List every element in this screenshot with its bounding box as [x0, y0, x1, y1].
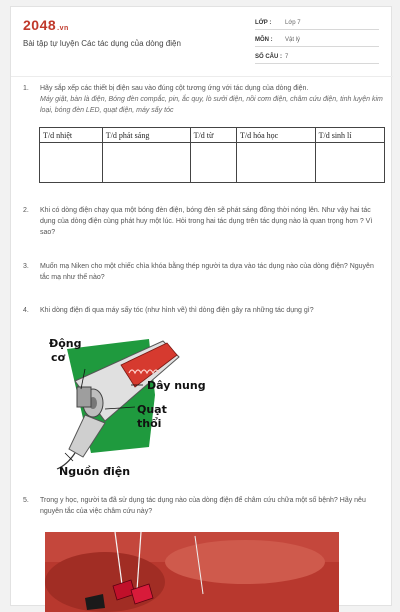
question-text: Trong y học, người ta đã sử dụng tác dụng nào của dòng điện để châm cứu chữa một số bệnh? Hãy nêu nguyên tắc của việc châm cứu này?	[40, 497, 366, 515]
worksheet-page	[10, 6, 392, 606]
meta-subject-row	[255, 34, 379, 47]
meta-class-value: Lớp 7	[285, 20, 301, 26]
label-nguon-dien: Nguồn điện	[59, 465, 131, 478]
question-number: 2.	[23, 207, 29, 214]
question-1	[23, 83, 383, 116]
table-cell	[190, 143, 236, 183]
table-header-row	[40, 128, 385, 143]
question-number: 3.	[23, 263, 29, 270]
column-header: T/d phát sáng	[102, 128, 190, 143]
meta-class-key: LỚP :	[255, 20, 272, 26]
question-text: Khi có dòng điện chạy qua một bóng đèn điện, bóng đèn sẽ phát sáng đồng thời nóng lên. Như vậy hai tác dụng của dòng điện cùng phát huy một lúc. Hỏi trong hai tác dụng trên tác dụng nào là quan trọng hơn ? Vì sao?	[40, 207, 373, 236]
question-number: 5.	[23, 497, 29, 504]
label-co: cơ	[51, 351, 66, 364]
acupuncture-photo	[45, 532, 339, 612]
column-header: T/d hóa học	[237, 128, 316, 143]
table-cell	[40, 143, 103, 183]
logo-suffix: .vn	[57, 25, 69, 32]
page-title: Bài tập tự luyện Các tác dụng của dòng điện	[23, 39, 181, 48]
column-header: T/d sinh lí	[315, 128, 384, 143]
question-text: Hãy sắp xếp các thiết bị điện sau vào đúng cột tương ứng với tác dụng của dòng điện.	[40, 85, 309, 92]
meta-class-row	[255, 17, 379, 30]
column-header: T/d nhiệt	[40, 128, 103, 143]
label-dong: Động	[49, 337, 82, 350]
worksheet-header	[11, 7, 393, 77]
question-text: Khi dòng điện đi qua máy sấy tóc (như hình vẽ) thì dòng điện gây ra những tác dụng gì?	[40, 307, 314, 314]
classification-table	[39, 127, 385, 183]
table-cell	[237, 143, 316, 183]
table-cell	[315, 143, 384, 183]
question-text: Muốn mạ Niken cho một chiếc chìa khóa bằng thép người ta dựa vào tác dụng nào của dòng điện? Nguyên tắc mạ như thế nào?	[40, 263, 374, 281]
hair-dryer-figure	[45, 335, 206, 481]
meta-count-row	[255, 51, 379, 64]
label-day-nung: Dây nung	[147, 379, 206, 392]
meta-subject-key: MÔN :	[255, 37, 273, 43]
question-4	[23, 305, 383, 316]
question-2	[23, 205, 383, 238]
meta-count-value: 7	[285, 54, 289, 60]
logo-text: 2048	[23, 17, 57, 33]
question-number: 4.	[23, 307, 29, 314]
table-cell	[102, 143, 190, 183]
site-logo[interactable]	[23, 17, 69, 33]
label-quat: Quạt	[137, 403, 167, 416]
meta-count-key: SỐ CÂU :	[255, 54, 282, 60]
table-row	[40, 143, 385, 183]
meta-subject-value: Vật lý	[285, 37, 301, 43]
question-5	[23, 495, 383, 517]
label-thoi: thổi	[137, 417, 162, 430]
question-hint: Máy giặt, bàn là điện, Bóng đèn compắc, pin, ắc quy, lò sưởi điện, nồi cơm điện, châm cứu điện, tinh luyện kim loại, bóng đèn LED, quạt điện, máy sấy tóc	[40, 96, 383, 114]
question-3	[23, 261, 383, 283]
column-header: T/d từ	[190, 128, 236, 143]
question-number: 1.	[23, 85, 29, 92]
